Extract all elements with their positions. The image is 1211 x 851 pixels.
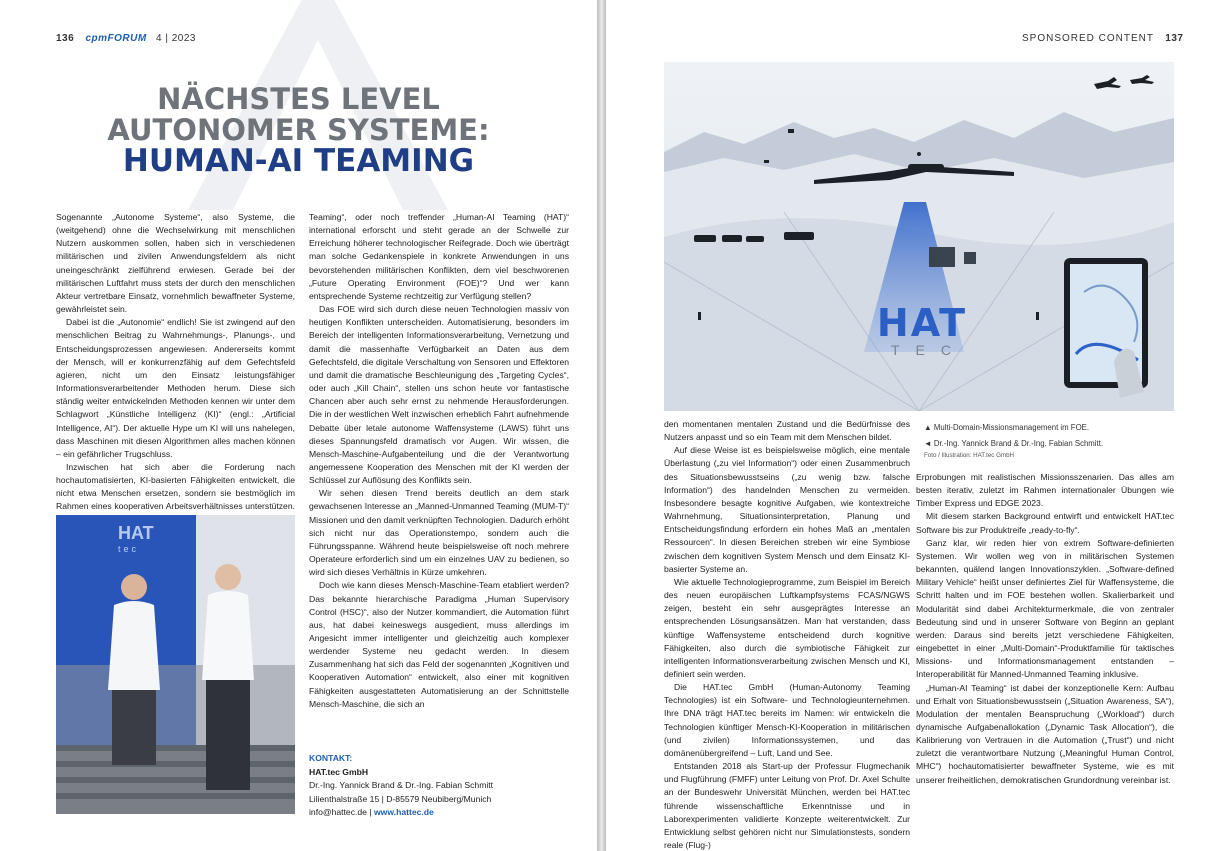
title-line-1: NÄCHSTES LEVEL <box>157 82 440 116</box>
left-folio <box>56 33 196 44</box>
paragraph: Die HAT.tec GmbH (Human-Autonomy Teaming Technologies) ist ein Software- und Technologieunternehmen. Ihre DNA trägt HAT.tec bereits im Namen: wir entwickeln die Technologien künftiger Mensch-KI-Kooperation in militärischen (und zivilen) Informationssystemen, und das domänenübergreifend – Luft, Land und See. <box>664 682 910 758</box>
caption-line-2: ◄ Dr.-Ing. Yannick Brand & Dr.-Ing. Fabian Schmitt. <box>924 439 1104 448</box>
paragraph: den momentanen mentalen Zustand und die Bedürfnisse des Nutzers anpasst und so ein Team mit dem Menschen bildet. <box>664 419 910 443</box>
right-page <box>606 0 1211 851</box>
paragraph: Entstanden 2018 als Start-up der Professur Flugmechanik und Flugführung (FMFF) unter Leitung von Prof. Dr. Axel Schulte an der Bundeswehr Universität München, werden bei HAT.tec führende wissenschaftliche Erkenntnisse und in Laborexperimenten validierte Konzepte weiterentwickelt. Zur Entwicklung selbst gehören nicht nur Simulationstests, sondern reale (Flug-) <box>664 761 910 850</box>
page-gutter <box>597 0 606 851</box>
contact-names: Dr.-Ing. Yannick Brand & Dr.-Ing. Fabian Schmitt <box>309 780 494 791</box>
magazine-name: cpmFORUM <box>85 33 147 44</box>
paragraph: Mit diesem starken Background entwirft und entwickelt HAT.tec Software bis zur Produktreife „ready-to-fly“. <box>916 511 1174 535</box>
issue-number: 4 | 2023 <box>155 33 196 44</box>
mission-illustration <box>664 62 1174 411</box>
contact-separator: | <box>366 807 374 818</box>
right-column-1 <box>664 418 910 851</box>
title-line-3: HUMAN-AI TEAMING <box>122 143 475 179</box>
tablet-illustration <box>1064 258 1148 398</box>
page-number: 136 <box>56 33 75 44</box>
left-page <box>0 0 597 851</box>
hattec-logo <box>867 301 977 358</box>
paragraph: Inzwischen hat sich aber die Forderung nach hochautomatisierten, KI-basierten Fähigkeiten entwickelt, die nicht etwa Menschen ersetzen, sondern sie bestmöglich im Rahmen eines kooperativen Arbeitsverhältnisses unterstützen. <box>56 461 295 512</box>
right-column-2 <box>916 471 1174 787</box>
right-folio <box>1022 33 1183 44</box>
paragraph: Erprobungen mit realistischen Missionsszenarien. Das alles am besten iterativ, zuletzt im Rahmen internationaler Übungen wie Timber Express und EDGE 2023. <box>916 472 1174 509</box>
paragraph: Ganz klar, wir reden hier von extrem Software-definierten Systemen. Wir wollen weg von in militärischen Systemen bekannten, quälend langen Innovationszyklen. „Software-defined Military Vehicle“ heißt unser definiertes Ziel für Waffensysteme, die Schritt halten und im FOE bestehen wollen. Skalierbarkeit und Modularität sind dabei Architekturmerkmale, die von zentraler Bedeutung sind und in unserer Software von Beginn an geplant werden. Daraus sind bereits jetzt verschiedene Fähigkeiten, eingebettet in einer „Multi-Domain“-Produktfamilie für taktisches Missions- und Informationsmanagement entstanden – Interoperabilität für Manned-Unmanned Teaming inklusive. <box>916 537 1174 680</box>
photo-wall-logo <box>118 523 154 554</box>
left-column-1 <box>56 211 295 540</box>
paragraph: Sogenannte „Autonome Systeme“, also Systeme, die (weitgehend) ohne die Wechselwirkung mit menschlichen Nutzern auskommen sollen, haben sich in verschiedenen militärischen und zivilen Anwendungsfeldern als nicht uneingeschränkt zielführend erwiesen. Gerade bei der militärischen Luftfahrt muss stets der durch den menschlichen Akteur vertretbare Einsatz, vornehmlich bewaffneter Systeme, gewährleistet sein. <box>56 212 295 315</box>
contact-box <box>309 752 569 820</box>
illustration-caption <box>924 422 1174 462</box>
article-title <box>0 84 597 177</box>
paragraph: Teaming“, oder noch treffender „Human-AI Teaming (HAT)“ international erforscht und steht gerade an der Schwelle zur Erreichung höherer technologischer Reifegrade. Doch wie überträgt man solche Gedankenspiele in konkrete Anwendungen in uns bevorstehenden militärischen Konflikten, dem viel beschworenen „Future Operating Environment (FOE)“? Und wer kann entsprechende Systeme rechtzeitig zur Verfügung stellen? <box>309 212 569 301</box>
founders-photo-art <box>56 515 295 814</box>
contact-email[interactable]: info@hattec.de <box>309 807 367 818</box>
section-label: SPONSORED CONTENT <box>1022 33 1155 44</box>
contact-address: Lilienthalstraße 15 | D-85579 Neubiberg/Munich <box>309 793 492 804</box>
mission-illustration-art <box>664 62 1174 411</box>
paragraph: Auf diese Weise ist es beispielsweise möglich, eine mentale Überlastung („zu viel Information“) oder einen Zusammenbruch des Situationsbewusstseins („zu wenig bzw. falsche Information“) des handelnden Menschen zu vermeiden. Insbesondere besagte kognitive Aufgaben, wie kontextreiche Wahrnehmung, Situationsinterpretation, Planung und Entscheidungsfindung erfordern ein hohes Maß an „mentalen Ressourcen“. In diesen Bereichen streben wir eine Symbiose zwischen dem kognitiven System Mensch und dem Einsatz KI-basierter Systeme an. <box>664 445 910 574</box>
paragraph: Das FOE wird sich durch diese neuen Technologien massiv von heutigen Konflikten unterscheiden. Automatisierung, besonders im Bereich der intelligenten Informationsverarbeitung, Vernetzung und damit die massenhafte Verfügbarkeit an Daten aus dem Gefechtsfeld, die digitale Verschaltung von Sensoren und Effektoren und damit die dramatische Beschleunigung des „Targeting Cycles“, oder auch „Kill Chain“, stellen uns schon heute vor fantastische Chancen aber auch sehr ernst zu nehmende Herausforderungen. Die in der westlichen Welt inzwischen erheblich Fahrt aufnehmende Debatte über letale autonome Waffensysteme (LAWS) führt uns dieses Spannungsfeld dramatisch vor Augen. Wir wissen, die Mensch-Maschine-Aufgabenteilung und die der Verantwortung angemessene Kooperation des Menschen mit der KI werden der Schlüssel zur Auflösung des Konflikts sein. <box>309 304 569 486</box>
caption-credit: Foto / Illustration: HAT.tec GmbH <box>924 452 1014 459</box>
hattec-logo-tec: TEC <box>891 342 967 358</box>
page-number: 137 <box>1165 33 1184 44</box>
contact-heading: KONTAKT: <box>309 753 353 763</box>
hattec-logo-hat: HAT <box>876 301 968 345</box>
left-column-2 <box>309 211 569 711</box>
wall-logo-hat: HAT <box>118 523 154 543</box>
paragraph: Doch wie kann dieses Mensch-Maschine-Team etabliert werden? Das bekannte hierarchische Paradigma „Human Supervisory Control (HSC)“, also der Nutzer kommandiert, die Automation führt aus, hat dabei keineswegs ausgedient, muss allerdings im Angesicht immer intelligenter und gleichzeitig auch komplexer werdender Systeme neu gedacht werden. In diesem Zusammenhang hat sich das Feld der sogenannten „Kognitiven und Kooperativen Automation“ entwickelt, also einer mit kognitiven Fähigkeiten ausgestatteten Automatisierung an der Schnittstelle Mensch-Maschine, die sich an <box>309 580 569 709</box>
paragraph: „Human-AI Teaming“ ist dabei der konzeptionelle Kern: Aufbau und Erhalt von Situationsbewusstsein („Situation Awareness, SA“), Modulation der mentalen Beanspruchung („Workload“) durch dynamische Aufgabenallokation („Dynamic Task Allocation“), die Kalibrierung von Vertrauen in die Automation („Trust“) und nicht zuletzt die verantwortbare Nutzung („Meaningful Human Control, MHC“) hochautomatisierter bewaffneter Systeme, wie es mit unserer freiheitlichen, demokratischen Grundordnung vereinbar ist. <box>916 682 1174 785</box>
contact-url[interactable]: www.hattec.de <box>373 807 434 818</box>
title-line-2: AUTONOMER SYSTEME: <box>107 113 490 147</box>
caption-line-1: ▲ Multi-Domain-Missionsmanagement im FOE. <box>924 423 1089 432</box>
paragraph: Wie aktuelle Technologieprogramme, zum Beispiel im Bereich des neuen europäischen Luftkampfsystems FCAS/NGWS zeigen, besteht ein sehr ausgeprägtes Interesse an entsprechenden Lösungsansätzen. Man hat verstanden, dass künftige Waffensysteme entscheidend durch kognitive Fähigkeiten, also durch die symbiotische Fähigkeit zur intelligenten Informationsverarbeitung zwischen Mensch und KI, definiert sein werden. <box>664 576 910 679</box>
wall-logo-tec: tec <box>118 544 140 554</box>
paragraph: Dabei ist die „Autonomie“ endlich! Sie ist zwingend auf den menschlichen Beitrag zu Wahrnehmungs-, Planungs-, und Entscheidungsprozessen angewiesen. Andererseits kommt der Mensch, will er konkurrenzfähig auf dem Gefechtsfeld agieren, nicht um den Einsatz leistungsfähiger Informationsverarbeitender Methoden herum. Diese sich ständig weiter entwickelnden Methoden kennen wir unter dem Schlagwort „Künstliche Intelligenz (KI)“ (engl.: „Artificial Intelligence, AI“). Der aktuelle Hype um KI will uns nahelegen, dass Maschinen mit diesen Algorithmen alles machen können – ein gefährlicher Trugschluss. <box>56 317 295 459</box>
founders-photo <box>56 515 295 814</box>
contact-company: HAT.tec GmbH <box>309 766 369 777</box>
contact-web-line <box>309 806 569 820</box>
paragraph: Wir sehen diesen Trend bereits deutlich an dem stark gewachsenen Interesse an „Manned-Unmanned Teaming (MUM-T)“ Missionen und den damit verknüpften Technologien. Dadurch erhöht sich nicht nur das Operationstempo, sondern auch die Führungsspanne. Während heute beispielsweise oft noch mehrere Operateure erforderlich sind um ein einzelnes UAV zu bedienen, so wird sich dieses Verhältnis in Kürze umkehren. <box>309 488 569 578</box>
